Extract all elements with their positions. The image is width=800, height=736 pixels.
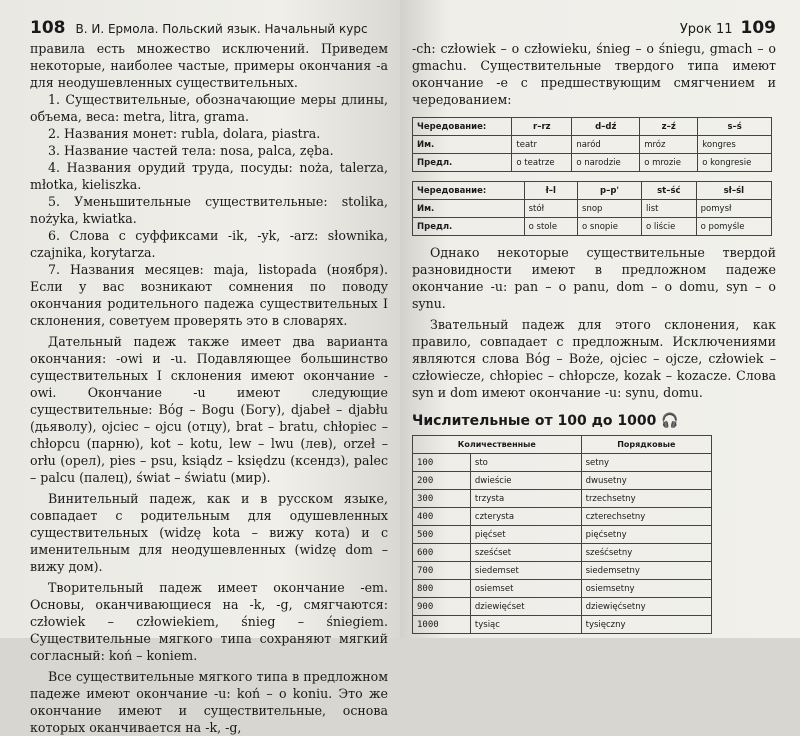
table-cell: Предл. (413, 218, 525, 236)
table-row (413, 508, 712, 526)
table-cell: 600 (413, 544, 471, 562)
table-cell: stół (524, 200, 577, 218)
list-item: 1. Существительные, обозначающие меры длины, объема, веса: metra, litra, grama. (30, 92, 388, 124)
page-number-left: 108 (30, 18, 66, 38)
table-cell: dwieście (470, 472, 581, 490)
paragraph: -ch: człowiek – o człowieku, śnieg – o śniegu, gmach – o gmachu. Существительные твердого типа имеют окончание -e с предшествующим смягчением и чередованием: (412, 41, 776, 107)
paragraph: Однако некоторые существительные твердой разновидности имеют в предложном падеже окончание -u: pan – o panu, dom – o domu, syn – o synu. (412, 245, 776, 311)
table-cell: czterysta (470, 508, 581, 526)
table-cell: 400 (413, 508, 471, 526)
table-cell: o pomyśle (696, 218, 771, 236)
table-cell: dwusetny (581, 472, 711, 490)
table-cell: pięćset (470, 526, 581, 544)
list-item: 4. Названия орудий труда, посуды: noża, talerza, młotka, kieliszka. (30, 160, 388, 192)
right-body-text-2 (412, 244, 776, 401)
table-cell: 900 (413, 598, 471, 616)
list-item: 7. Названия месяцев: maja, listopada (ноября). Если у вас возникают сомнения по поводу окончания родительного падежа существительных I склонения, советуем проверять это в словарях. (30, 262, 388, 328)
table-cell: tysięczny (581, 616, 711, 634)
table-cell: o snopie (578, 218, 642, 236)
table-cell: st–ść (642, 182, 697, 200)
table-cell: d–dź (572, 118, 640, 136)
table-cell: 1000 (413, 616, 471, 634)
table-cell: sł–śl (696, 182, 771, 200)
numerals-table (412, 435, 712, 634)
table-cell: pomysł (696, 200, 771, 218)
table-cell: r–rz (512, 118, 572, 136)
headphones-icon: 🎧 (661, 413, 679, 429)
table-cell: 300 (413, 490, 471, 508)
table-cell: naród (572, 136, 640, 154)
list-item: 6. Слова с суффиксами -ik, -yk, -arz: słownika, czajnika, korytarza. (30, 228, 388, 260)
lesson-label: Урок 11 (679, 22, 733, 37)
list-item: 3. Название частей тела: nosa, palca, zęba. (48, 143, 334, 158)
alternation-table-1 (412, 117, 772, 172)
page-number-right: 109 (740, 18, 776, 38)
table-header-row (413, 118, 772, 136)
table-row (413, 598, 712, 616)
table-row (413, 472, 712, 490)
table-cell: dziewięćsetny (581, 598, 711, 616)
table-cell: 500 (413, 526, 471, 544)
table-row (413, 580, 712, 598)
paragraph: Дательный падеж также имеет два варианта окончания: -owi и -u. Подавляющее большинство существительных I склонения имеют окончание -owi. Окончание -u имеют следующие существительные: Bóg – Bogu (Богу), djabeł – djabłu (дьяволу), ojciec – ojcu (отцу), brat – bratu, chłopiec – chłopcu (парню), kot – kotu, lew – lwu (лев), orzeł – orłu (орел), pies – psu, ksiądz – księdzu (ксендз), palec – palcu (палец), świat – światu (мир). (30, 334, 388, 485)
table-cell: snop (578, 200, 642, 218)
paragraph: Творительный падеж имеет окончание -em. Основы, оканчивающиеся на -k, -g, смягчаются: człowiek – człowiekiem, śnieg – śniegiem. Существительные мягкого типа сохраняют мягкий согласный: koń – koniem. (30, 580, 388, 663)
list-item: 2. Названия монет: rubla, dolara, piastra. (48, 126, 321, 141)
table-cell: kongres (698, 136, 772, 154)
table-cell: 100 (413, 454, 471, 472)
table-cell: sześćset (470, 544, 581, 562)
table-cell: setny (581, 454, 711, 472)
table-cell: osiemsetny (581, 580, 711, 598)
table-cell: sto (470, 454, 581, 472)
table-cell: siedemset (470, 562, 581, 580)
running-head-left (30, 18, 388, 40)
table-cell: pięćsetny (581, 526, 711, 544)
list-item: 5. Уменьшительные существительные: stolika, nożyka, kwiatka. (30, 194, 388, 226)
table-cell: sześćsetny (581, 544, 711, 562)
table-row (413, 526, 712, 544)
table-row (413, 200, 772, 218)
right-page (400, 0, 800, 638)
table-cell: o liście (642, 218, 697, 236)
alternation-table-2 (412, 181, 772, 236)
table-header-row (413, 182, 772, 200)
numerals-heading (412, 413, 776, 429)
table-cell: Чередование: (413, 182, 525, 200)
table-cell: teatr (512, 136, 572, 154)
table-cell: dziewięćset (470, 598, 581, 616)
table-cell: z–ź (640, 118, 698, 136)
paragraph: Звательный падеж для этого склонения, как правило, совпадает с предложным. Исключениями являются слова Bóg – Boże, ojciec – ojcze, człowiek – człowiecze, chłopiec – chłopcze, kozak – kozacze. Слова syn и dom имеют окончание -u: synu, domu. (412, 317, 776, 400)
column-header-cardinal: Количественные (413, 436, 582, 454)
left-page (0, 0, 400, 735)
table-cell: Предл. (413, 154, 512, 172)
table-header-row (413, 436, 712, 454)
table-row (413, 154, 772, 172)
table-cell: 200 (413, 472, 471, 490)
paragraph: Винительный падеж, как и в русском языке, совпадает с родительным для одушевленных существительных (widzę kota – вижу кота) и с именительным для неодушевленных (widzę dom – вижу дом). (30, 491, 388, 574)
running-head-right (412, 18, 776, 40)
paragraph: правила есть множество исключений. Приведем некоторые, наиболее частые, примеры окончания -a для неодушевленных существительных. (30, 41, 388, 90)
table-cell: o teatrze (512, 154, 572, 172)
table-cell: o stole (524, 218, 577, 236)
book-title: В. И. Ермола. Польский язык. Начальный курс (75, 22, 368, 36)
table-cell: Им. (413, 136, 512, 154)
table-cell: trzysta (470, 490, 581, 508)
table-cell: list (642, 200, 697, 218)
table-cell: 700 (413, 562, 471, 580)
table-cell: trzechsetny (581, 490, 711, 508)
table-cell: o mrozie (640, 154, 698, 172)
table-row (413, 544, 712, 562)
table-cell: Чередование: (413, 118, 512, 136)
table-cell: mróz (640, 136, 698, 154)
table-cell: tysiąc (470, 616, 581, 634)
table-cell: o kongresie (698, 154, 772, 172)
table-row (413, 562, 712, 580)
table-cell: Им. (413, 200, 525, 218)
table-row (413, 136, 772, 154)
table-cell: czterechsetny (581, 508, 711, 526)
table-cell: o narodzie (572, 154, 640, 172)
table-cell: ł–l (524, 182, 577, 200)
table-cell: s–ś (698, 118, 772, 136)
table-cell: 800 (413, 580, 471, 598)
table-row (413, 616, 712, 634)
left-body-text (30, 40, 388, 736)
column-header-ordinal: Порядковые (581, 436, 711, 454)
table-row (413, 454, 712, 472)
table-cell: p–p' (578, 182, 642, 200)
table-row (413, 490, 712, 508)
right-body-text (412, 40, 776, 108)
paragraph: Все существительные мягкого типа в предложном падеже имеют окончание -u: koń – o koniu. Это же окончание имеют и существительные, основа которых оканчивается на -k, -g, (30, 669, 388, 735)
table-cell: siedemsetny (581, 562, 711, 580)
numerals-heading-text: Числительные от 100 до 1000 (412, 413, 657, 429)
table-cell: osiemset (470, 580, 581, 598)
table-row (413, 218, 772, 236)
